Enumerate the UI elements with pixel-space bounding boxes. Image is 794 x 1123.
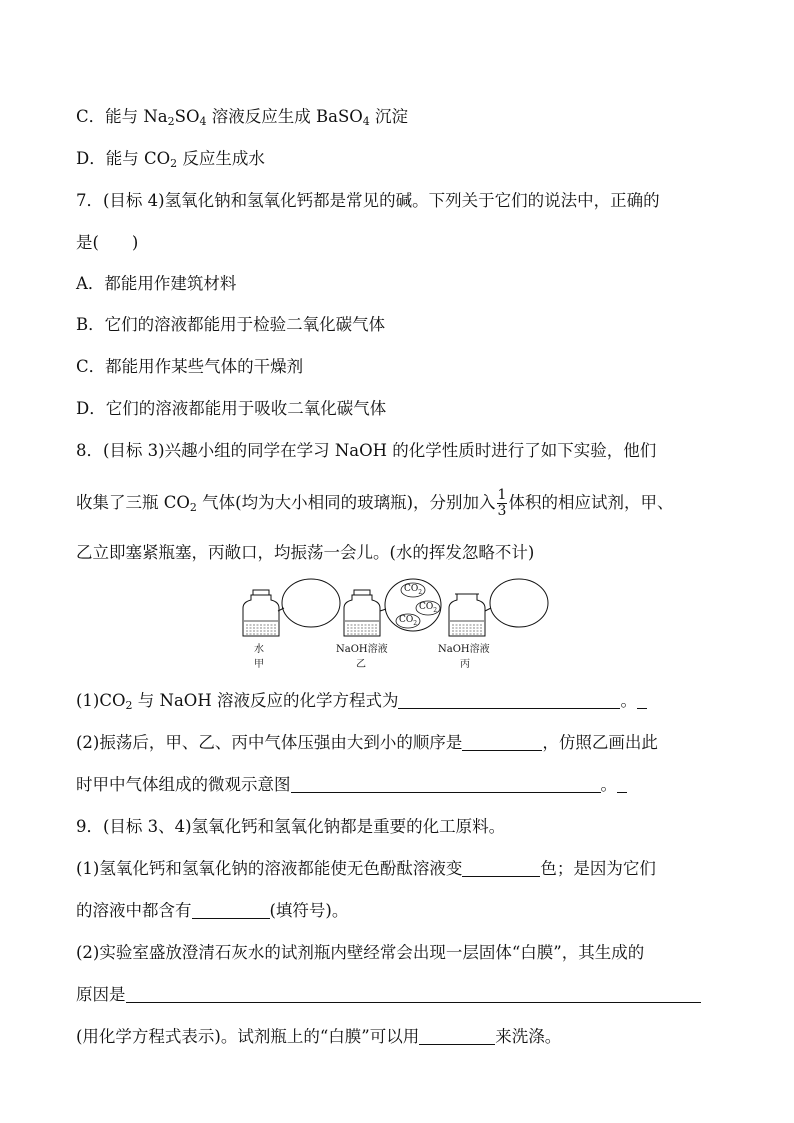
answer-blank[interactable]: [462, 860, 540, 877]
q8-sub1-text: (1)CO: [76, 691, 126, 710]
subscript: 2: [189, 501, 197, 514]
q8-stem-line1: 8．(目标 3)兴趣小组的同学在学习 NaOH 的化学性质时进行了如下实验，他们: [76, 441, 657, 460]
q7-stem-line2: 是( ): [76, 233, 139, 252]
answer-blank[interactable]: [419, 1028, 495, 1045]
q6-option-d: [76, 148, 265, 170]
co2-label-2: $CO_2$: [419, 602, 438, 614]
q8-sub2-line2: [76, 774, 627, 796]
bottle-yi-reagent: NaOH溶液: [336, 644, 388, 655]
q8-sub2-text: (2)振荡后，甲、乙、丙中气体压强由大到小的顺序是: [76, 733, 463, 752]
fraction-one-third: [497, 488, 508, 519]
molecule-bubble-bing: [490, 579, 548, 627]
q7-option-a: A．都能用作建筑材料: [76, 274, 237, 293]
q8-sub2-text: ，仿照乙画出此: [542, 733, 658, 752]
answer-blank-tail: [637, 692, 647, 709]
q9-sub1-line2: [76, 900, 348, 922]
q7-option-b: B．它们的溶液都能用于检验二氧化碳气体: [76, 315, 386, 334]
q6-option-c-text: 沉淀: [369, 107, 409, 126]
q6-option-d-text: D．能与 CO: [76, 149, 171, 168]
bottle-jia-reagent: 水: [254, 644, 264, 655]
q9-sub1-text: (1)氢氧化钙和氢氧化钠的溶液都能使无色酚酞溶液变: [76, 859, 463, 878]
answer-blank[interactable]: [398, 692, 620, 709]
q8-sub1-text: 与 NaOH 溶液反应的化学方程式为: [132, 691, 399, 710]
q8-stem-text: 收集了三瓶 CO: [76, 493, 190, 512]
co2-label-1: $CO_2$: [404, 584, 423, 596]
q9-stem: 9．(目标 3、4)氢氧化钙和氢氧化钠都是重要的化工原料。: [76, 817, 506, 836]
q6-option-c-text: C．能与 Na: [76, 107, 168, 126]
q8-sub1: [76, 690, 647, 712]
q7-option-d: D．它们的溶液都能用于吸收二氧化碳气体: [76, 399, 387, 418]
q8-stem-line3: 乙立即塞紧瓶塞，丙敞口，均振荡一会儿。(水的挥发忽略不计): [76, 543, 535, 562]
q8-stem-text: 气体(均为大小相同的玻璃瓶)，分别加入: [196, 493, 496, 512]
experiment-figure: [240, 578, 560, 678]
bottle-jia-label: 甲: [254, 659, 264, 670]
q8-sub2-text: 。: [600, 775, 617, 794]
bottle-bing: [449, 594, 485, 636]
q8-stem-text: 体积的相应试剂，甲、: [508, 493, 674, 512]
bottle-yi: [344, 590, 380, 636]
q7-option-c: C．都能用作某些气体的干燥剂: [76, 357, 304, 376]
bottle-bing-label: 丙: [460, 659, 470, 670]
subscript: 4: [199, 115, 207, 128]
q8-stem-line2: [76, 488, 673, 519]
subscript: 2: [125, 699, 133, 712]
bottle-jia: [243, 590, 279, 636]
bottle-yi-label: 乙: [356, 659, 366, 670]
q6-option-d-text: 反应生成水: [177, 149, 265, 168]
q9-sub1-text: (填符号)。: [269, 901, 349, 920]
q9-sub2-text: 来洗涤。: [495, 1027, 562, 1046]
q9-sub1-line1: [76, 858, 656, 880]
answer-blank[interactable]: [462, 734, 542, 751]
co2-label-3: $CO_2$: [399, 615, 418, 627]
q9-sub1-text: 色；是因为它们: [540, 859, 656, 878]
answer-blank[interactable]: [291, 776, 601, 793]
q8-sub2-text: 时甲中气体组成的微观示意图: [76, 775, 291, 794]
fraction-denominator: 3: [497, 503, 507, 519]
molecule-bubble-jia: [282, 579, 340, 627]
q6-option-c-text: 溶液反应生成 BaSO: [206, 107, 363, 126]
bottle-bing-reagent: NaOH溶液: [438, 644, 490, 655]
q8-sub1-text: 。: [620, 691, 637, 710]
answer-blank[interactable]: [126, 986, 701, 1003]
q6-option-c-text: SO: [174, 107, 200, 126]
q8-sub2-line1: [76, 732, 658, 754]
q9-sub2-line1: (2)实验室盛放澄清石灰水的试剂瓶内壁经常会出现一层固体“白膜”，其生成的: [76, 943, 645, 962]
fraction-numerator: 1: [497, 487, 507, 503]
q9-sub1-text: 的溶液中都含有: [76, 901, 192, 920]
answer-blank-tail: [617, 776, 627, 793]
q7-stem-line1: 7．(目标 4)氢氧化钠和氢氧化钙都是常见的碱。下列关于它们的说法中，正确的: [76, 191, 660, 210]
subscript: 2: [170, 157, 178, 170]
q9-sub2-text: 原因是: [76, 985, 126, 1004]
q9-sub2-line2: [76, 984, 701, 1006]
q6-option-c: [76, 106, 408, 128]
q9-sub2-text: (用化学方程式表示)。试剂瓶上的“白膜”可以用: [76, 1027, 420, 1046]
answer-blank[interactable]: [192, 902, 270, 919]
subscript: 4: [362, 115, 370, 128]
q9-sub2-line3: [76, 1026, 561, 1048]
subscript: 2: [167, 115, 175, 128]
